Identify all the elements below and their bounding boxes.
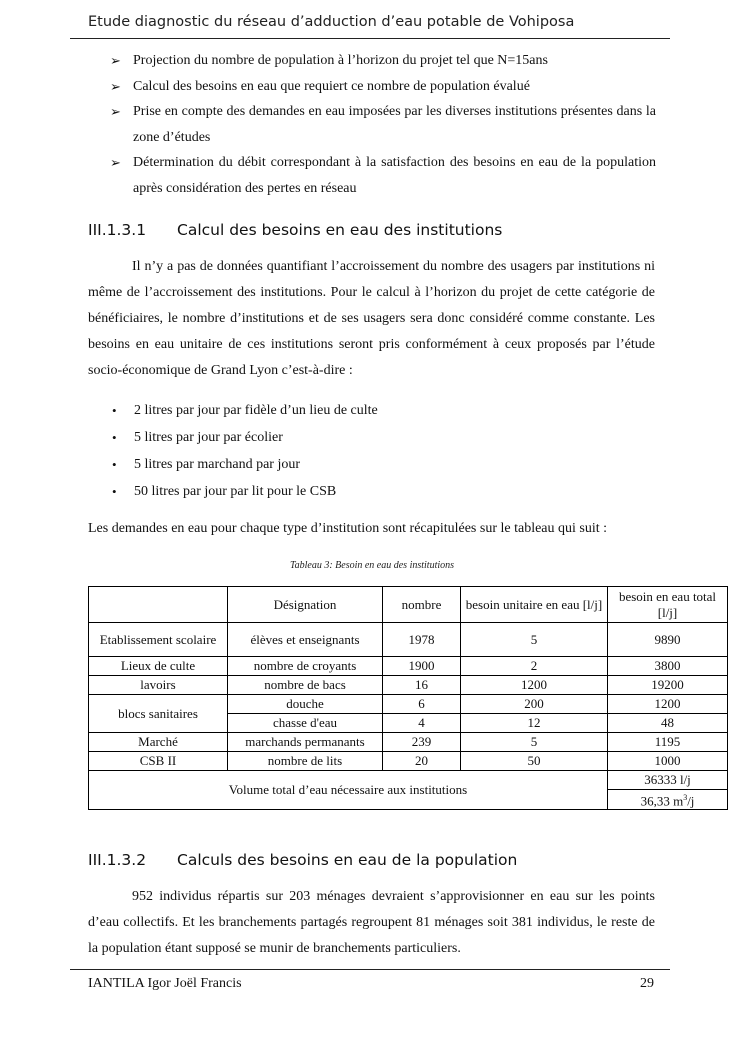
section-heading-institutions: III.1.3.1 Calcul des besoins en eau des institutions <box>88 221 503 239</box>
table-cell: 1200 <box>461 676 608 695</box>
table-cell: 1978 <box>383 623 461 657</box>
table-cell: 4 <box>383 714 461 733</box>
table-cell: 2 <box>461 657 608 676</box>
list-item: ➢ Calcul des besoins en eau que requiert ce nombre de population évalué <box>88 74 656 100</box>
institutions-table <box>88 586 728 810</box>
list-item: ➢ Projection du nombre de population à l’horizon du projet tel que N=15ans <box>88 48 656 74</box>
list-item: ➢ Détermination du débit correspondant à la satisfaction des besoins en eau de la population après considération des pertes en réseau <box>88 150 656 201</box>
table-header-cell: Désignation <box>228 587 383 623</box>
bullet-dot-icon: • <box>112 430 117 445</box>
list-item: • 5 litres par marchand par jour <box>88 451 648 478</box>
bullet-list <box>88 397 648 505</box>
table-row <box>89 676 728 695</box>
arrow-bullet-icon: ➢ <box>110 104 121 119</box>
page-number: 29 <box>640 976 654 991</box>
table-header-cell: nombre <box>383 587 461 623</box>
page-header-title: Etude diagnostic du réseau d’adduction d’eau potable de Vohiposa <box>88 14 575 30</box>
table-cell: 50 <box>461 752 608 771</box>
table-cell: blocs sanitaires <box>89 695 228 733</box>
footer-author: IANTILA Igor Joël Francis <box>88 976 242 991</box>
table-cell: 1900 <box>383 657 461 676</box>
paragraph-population: 952 individus répartis sur 203 ménages devraient s’approvisionner en eau sur les points d’eau collectifs. Et les branchements partagés regroupent 81 ménages soit 381 individus, le reste de la population étant supposé se munir de branchements particuliers. <box>88 889 655 956</box>
table-cell: nombre de bacs <box>228 676 383 695</box>
table-total-label: Volume total d’eau nécessaire aux institutions <box>89 771 608 810</box>
table-cell: élèves et enseignants <box>228 623 383 657</box>
table-cell: 1200 <box>608 695 728 714</box>
arrow-bullet-icon: ➢ <box>110 78 121 94</box>
table-total-m3: 36,33 $m^3/j$ <box>608 790 728 810</box>
table-cell: CSB II <box>89 752 228 771</box>
table-cell: 16 <box>383 676 461 695</box>
footer-divider <box>70 969 670 970</box>
table-row <box>89 623 728 657</box>
table-cell: 5 <box>461 733 608 752</box>
table-cell: 48 <box>608 714 728 733</box>
paragraph-institutions: Il n’y a pas de données quantifiant l’accroissement du nombre des usagers par institutions ni même de l’accroissement des institutions. Pour le calcul à l’horizon du projet de cette catégorie de bénéficiaires, le nombre d’institutions et de ses usagers sera donc considéré comme constante. Les besoins en eau unitaire de ces institutions seront pris conformément à ceux proposés par l’étude socio-économique de Grand Lyon c’est-à-dire : <box>88 259 655 378</box>
header-divider <box>70 38 670 39</box>
paragraph-summary: Les demandes en eau pour chaque type d’institution sont récapitulées sur le tableau qui suit : <box>88 521 608 536</box>
table-cell: nombre de lits <box>228 752 383 771</box>
arrow-bullet-icon: ➢ <box>110 155 121 170</box>
table-cell: 1000 <box>608 752 728 771</box>
table-row <box>89 657 728 676</box>
list-item: ➢ Prise en compte des demandes en eau imposées par les diverses institutions présentes dans la zone d’études <box>88 99 656 150</box>
arrow-list <box>88 48 656 201</box>
table-cell: 239 <box>383 733 461 752</box>
list-item: • 5 litres par jour par écolier <box>88 424 648 451</box>
table-header-empty <box>89 587 228 623</box>
table-cell: Marché <box>89 733 228 752</box>
bullet-dot-icon: • <box>112 484 117 499</box>
table-row <box>89 752 728 771</box>
table-row <box>89 695 728 714</box>
table-cell: 3800 <box>608 657 728 676</box>
table-cell: 9890 <box>608 623 728 657</box>
table-cell: 6 <box>383 695 461 714</box>
table-total-lj: 36333 l/j <box>608 771 728 790</box>
table-cell: 19200 <box>608 676 728 695</box>
table-cell: 20 <box>383 752 461 771</box>
list-item: • 2 litres par jour par fidèle d’un lieu de culte <box>88 397 648 424</box>
table-cell: Etablissement scolaire <box>89 623 228 657</box>
table-header-cell: besoin unitaire en eau [l/j] <box>461 587 608 623</box>
list-item: • 50 litres par jour par lit pour le CSB <box>88 478 648 505</box>
table-header-row <box>89 587 728 623</box>
table-cell: marchands permanants <box>228 733 383 752</box>
arrow-bullet-icon: ➢ <box>110 53 121 68</box>
section-heading-population: III.1.3.2 Calculs des besoins en eau de la population <box>88 851 518 869</box>
table-header-cell: besoin en eau total [l/j] <box>608 587 728 623</box>
table-cell: Lieux de culte <box>89 657 228 676</box>
table-caption: Tableau 3: Besoin en eau des institutions <box>289 560 455 571</box>
bullet-dot-icon: • <box>112 457 117 472</box>
table-cell: lavoirs <box>89 676 228 695</box>
table-cell: 1195 <box>608 733 728 752</box>
table-cell: nombre de croyants <box>228 657 383 676</box>
table-total-row <box>89 771 728 790</box>
table-cell: chasse d'eau <box>228 714 383 733</box>
table-row <box>89 733 728 752</box>
table-cell: 5 <box>461 623 608 657</box>
bullet-dot-icon: • <box>112 403 117 418</box>
table-cell: douche <box>228 695 383 714</box>
table-cell: 200 <box>461 695 608 714</box>
table-cell: 12 <box>461 714 608 733</box>
